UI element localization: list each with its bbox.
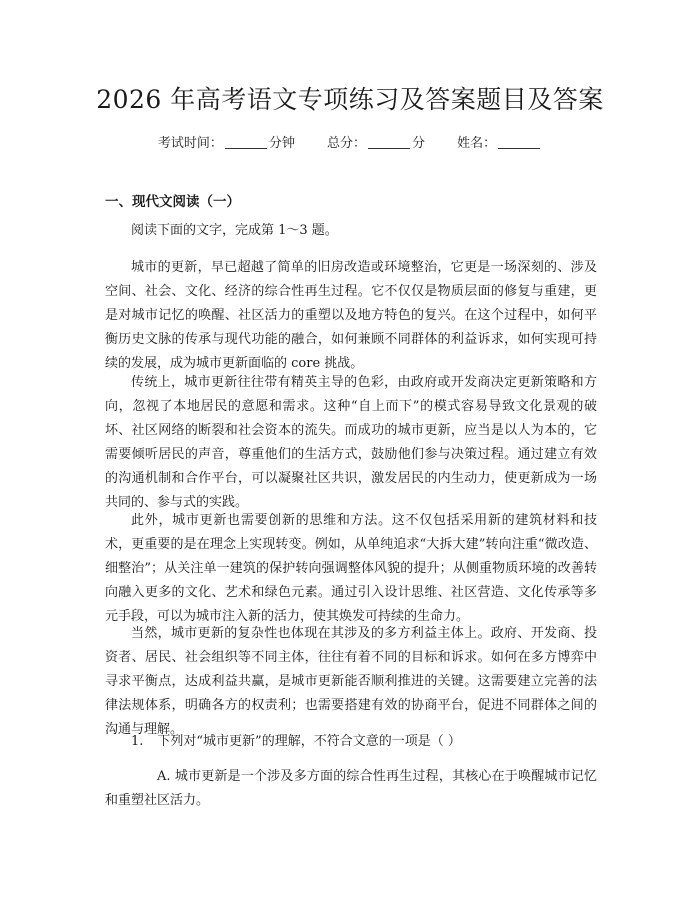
question-number: 1. [131, 734, 144, 749]
total-score-label: 总分： [326, 136, 366, 151]
total-score [327, 136, 429, 151]
passage-paragraph-3: 此外，城市更新也需要创新的思维和方法。这不仅包括采用新的建筑材料和技术，更重要的是在理念上实现转变。例如，从单纯追求“大拆大建”转向注重“微改造、细整治”；从关注单一建筑的保护转向强调整体风貌的提升；从侧重物质环境的改善转向融入更多的文化、艺术和绿色元素。通过引入设计思维、社区营造、文化传承等多元手段，可以为城市注入新的活力，使其焕发可持续的生命力。 [105, 513, 597, 624]
exam-time-blank [225, 136, 267, 149]
exam-time [158, 136, 299, 151]
student-name [457, 136, 542, 151]
exam-time-unit: 分钟 [268, 136, 295, 151]
exam-time-label: 考试时间： [157, 136, 223, 151]
question-stem: 下列对“城市更新”的理解，不符合文意的一项是（ ） [157, 734, 461, 749]
passage-paragraph-4: 当然，城市更新的复杂性也体现在其涉及的多方利益主体上。政府、开发商、投资者、居民、社会组织等不同主体，往往有着不同的目标和诉求。如何在多方博弈中寻求平衡点，达成利益共赢，是城市更新能否顺利推进的关键。这需要建立完善的法律法规体系，明确各方的权责利；也需要搭建有效的协商平台，促进不同群体之间的沟通与理解。 [105, 626, 597, 737]
passage-paragraph-2: 传统上，城市更新往往带有精英主导的色彩，由政府或开发商决定更新策略和方向，忽视了本地居民的意愿和需求。这种“自上而下”的模式容易导致文化景观的破坏、社区网络的断裂和社会资本的流失。而成功的城市更新，应当是以人为本的，它需要倾听居民的声音，尊重他们的生活方式，鼓励他们参与决策过程。通过建立有效的沟通机制和合作平台，可以凝聚社区共识，激发居民的内生动力，使更新成为一场共同的、参与式的实践。 [105, 375, 597, 510]
section-heading: 一、现代文阅读（一） [105, 194, 240, 210]
student-name-blank [498, 136, 540, 149]
total-score-unit: 分 [412, 136, 426, 151]
exam-meta [0, 132, 700, 151]
question-1-option-a: A. 城市更新是一个涉及多方面的综合性再生过程，其核心在于唤醒城市记忆和重塑社区活力。 [105, 769, 597, 808]
question-1 [131, 730, 461, 754]
total-score-blank [368, 136, 410, 149]
document-title: 2026 年高考语文专项练习及答案题目及答案 [96, 85, 604, 114]
passage-paragraph-1: 城市的更新，早已超越了简单的旧房改造或环境整治，它更是一场深刻的、涉及空间、社会、文化、经济的综合性再生过程。它不仅仅是物质层面的修复与重建，更是对城市记忆的唤醒、社区活力的重塑以及地方特色的复兴。在这个过程中，如何平衡历史文脉的传承与现代功能的融合，如何兼顾不同群体的利益诉求，如何实现可持续的发展，成为城市更新面临的 core 挑战。 [105, 260, 597, 371]
reading-instruction: 阅读下面的文字，完成第 1～3 题。 [131, 223, 338, 238]
student-name-label: 姓名： [457, 136, 497, 151]
